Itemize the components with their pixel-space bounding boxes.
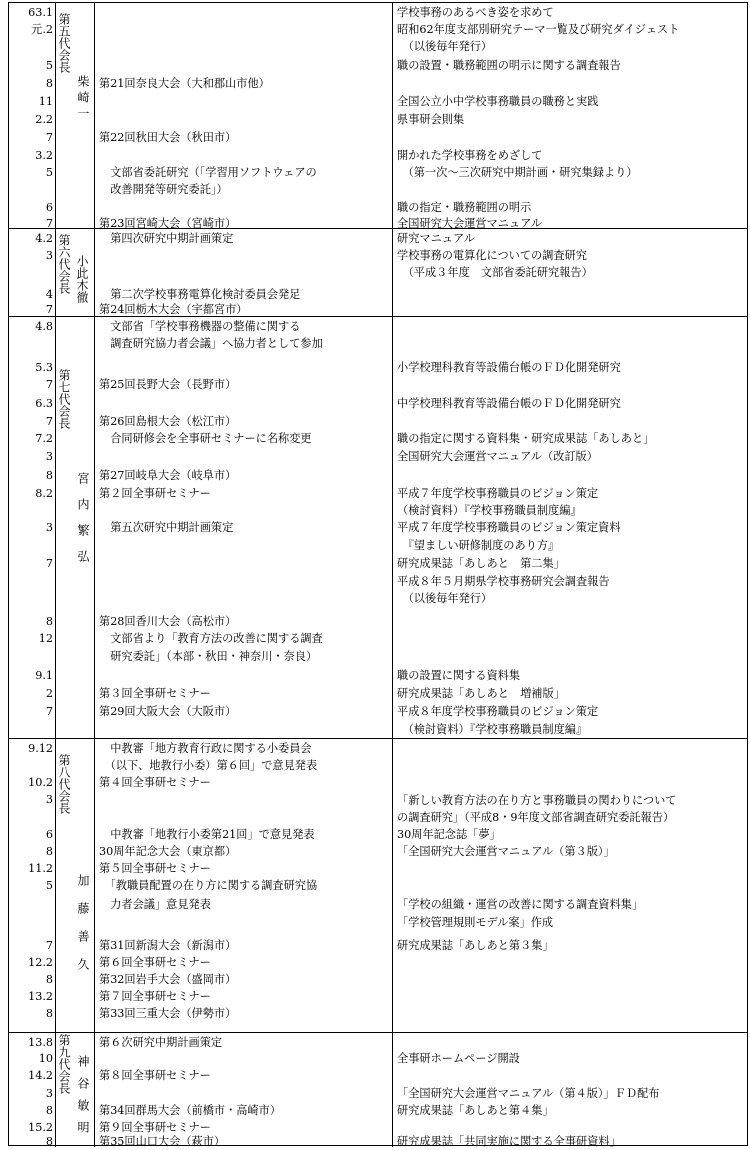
- president-term-label: 第八代会長: [57, 754, 71, 814]
- row-report: 学校事務の電算化についての調査研究: [397, 249, 587, 262]
- row-report: 学校事務のあるべき姿を求めて: [397, 6, 554, 19]
- row-date: 4.8: [35, 320, 53, 333]
- row-report: 「学校管理規則モデル案」作成: [397, 916, 554, 929]
- row-date: 63.1: [28, 6, 53, 19]
- president-term-label: 第九代会長: [57, 1034, 71, 1094]
- row-report: 研究成果誌「あしあと第３集」: [397, 939, 554, 952]
- row-event: 第35回山口大会（萩市）: [99, 1135, 226, 1148]
- row-event: 中教審「地方教育行政に関する小委員会: [99, 742, 312, 755]
- row-date: 5: [45, 59, 53, 72]
- column-divider: [392, 3, 393, 228]
- row-date: 7: [45, 415, 53, 428]
- row-report: 全国公立小中学校事務職員の職務と実践: [397, 95, 599, 108]
- row-event: 「教職員配置の在り方に関する調査研究協: [99, 879, 318, 892]
- row-date: 7: [45, 378, 53, 391]
- row-event: 中教審「地教行小委第21回」で意見発表: [99, 828, 315, 841]
- row-report: 平成８年５月期県学校事務研究会調査報告: [397, 575, 610, 588]
- row-date: 10.2: [28, 776, 53, 789]
- row-date: 元.2: [31, 23, 53, 36]
- row-event: 第９回全事研セミナー: [99, 1121, 211, 1134]
- row-report: 職の指定に関する資料集・研究成果誌「あしあと」: [397, 432, 655, 445]
- row-report: 職の設置に関する資料集: [397, 669, 521, 682]
- row-event: 第34回群馬大会（前橋市・高崎市）: [99, 1104, 282, 1117]
- row-event: 第２回全事研セミナー: [99, 487, 211, 500]
- row-event: 30周年記念大会（東京都）: [99, 845, 237, 858]
- row-date: 8: [45, 469, 53, 482]
- row-event: 文部省より「教育方法の改善に関する調査: [99, 632, 323, 645]
- column-divider: [392, 229, 393, 316]
- row-date: 6: [45, 828, 53, 841]
- row-date: 7: [45, 705, 53, 718]
- row-date: 8: [45, 845, 53, 858]
- row-report: の調査研究」（平成8・9年度文部省調査研究委託報告）: [397, 811, 675, 824]
- president-term-section: [9, 229, 747, 317]
- row-report: 研究マニュアル: [397, 232, 475, 245]
- row-date: 3: [45, 450, 53, 463]
- history-table: [8, 2, 748, 1146]
- row-report: （以後毎年発行）: [397, 592, 493, 605]
- row-date: 7: [45, 557, 53, 570]
- column-divider: [392, 317, 393, 738]
- row-date: 6: [45, 201, 53, 214]
- row-date: 15.2: [28, 1121, 53, 1134]
- row-report: 全国研究大会運営マニュアル（改訂版）: [397, 450, 598, 463]
- president-term-label: 第七代会長: [57, 369, 71, 429]
- row-date: 8: [45, 1135, 53, 1148]
- row-report: 昭和62年度支部別研究テーマ一覧及び研究ダイジェスト: [397, 23, 680, 36]
- row-date: 5: [45, 879, 53, 892]
- row-event: 第６次研究中期計画策定: [99, 1036, 223, 1049]
- row-event: 第32回岩手大会（盛岡市）: [99, 973, 237, 986]
- row-date: 8: [45, 1104, 53, 1117]
- row-event: 第３回全事研セミナー: [99, 687, 211, 700]
- row-event: 第23回宮崎大会（宮崎市）: [99, 217, 237, 230]
- row-report: 職の設置・職務範囲の明示に関する調査報告: [397, 59, 621, 72]
- row-date: 14.2: [28, 1069, 53, 1082]
- row-event: 調査研究協力者会議」へ協力者として参加: [99, 337, 323, 350]
- row-report: 「全国研究大会運営マニュアル（第３版）」: [397, 845, 615, 858]
- row-date: 9.1: [35, 669, 53, 682]
- row-event: 第22回秋田大会（秋田市）: [99, 131, 237, 144]
- row-date: 7: [45, 131, 53, 144]
- row-date: 8: [45, 973, 53, 986]
- row-report: 中学校理科教育等設備台帳のＦＤ化開発研究: [397, 397, 621, 410]
- president-term-section: [9, 3, 747, 229]
- row-date: 13.2: [28, 990, 53, 1003]
- row-date: 12: [38, 632, 53, 645]
- president-name: 宮内繁弘: [76, 472, 90, 576]
- row-report: 研究成果誌「あしあと第４集」: [397, 1104, 554, 1117]
- row-date: 8: [45, 615, 53, 628]
- row-date: 4: [45, 288, 53, 301]
- row-date: 10: [38, 1052, 53, 1065]
- row-date: 6.3: [35, 397, 53, 410]
- row-report: 職の指定・職務範囲の明示: [397, 201, 532, 214]
- president-name: 小此木徹: [75, 255, 89, 303]
- row-event: 第５回全事研セミナー: [99, 862, 211, 875]
- row-date: 2.2: [35, 113, 53, 126]
- row-date: 11: [38, 95, 53, 108]
- president-name: 神谷敏明: [76, 1055, 90, 1143]
- row-report: 研究成果誌「共同実施に関する全事研資料」: [397, 1135, 621, 1148]
- president-term-section: [9, 317, 747, 739]
- row-event: 第８回全事研セミナー: [99, 1069, 211, 1082]
- row-event: 第25回長野大会（長野市）: [99, 378, 237, 391]
- row-event: 第４回全事研セミナー: [99, 776, 211, 789]
- row-event: 第24回栃木大会（宇都宮市）: [99, 303, 248, 316]
- row-event: 第28回香川大会（高松市）: [99, 615, 237, 628]
- row-event: 第26回島根大会（松江市）: [99, 415, 237, 428]
- row-report: 『望ましい研修制度のあり方』: [397, 539, 560, 552]
- row-event: 合同研修会を全事研セミナーに名称変更: [99, 432, 312, 445]
- row-date: 12.2: [28, 956, 53, 969]
- row-report: （検討資料）『学校事務職員制度編』: [397, 504, 582, 517]
- row-report: 30周年記念誌「夢」: [397, 828, 501, 841]
- row-event: 第31回新潟大会（新潟市）: [99, 939, 237, 952]
- row-date: 3: [45, 1087, 53, 1100]
- row-event: 第21回奈良大会（大和郡山市他）: [99, 77, 270, 90]
- row-event: 第29回大阪大会（大阪市）: [99, 705, 237, 718]
- column-divider: [94, 739, 95, 1032]
- row-date: 8.2: [35, 487, 53, 500]
- row-date: 7: [45, 939, 53, 952]
- row-event: 第二次学校事務電算化検討委員会発足: [99, 288, 301, 301]
- row-report: 開かれた学校事務をめざして: [397, 149, 543, 162]
- row-event: 力者会議」意見発表: [99, 898, 211, 911]
- row-report: 平成７年度学校事務職員のビジョン策定資料: [397, 521, 621, 534]
- row-event: 文部省「学校事務機器の整備に関する: [99, 320, 301, 333]
- row-date: 2: [45, 687, 53, 700]
- row-date: 11.2: [28, 862, 53, 875]
- row-report: （平成３年度 文部省委託研究報告）: [397, 266, 593, 279]
- row-report: 「新しい教育方法の在り方と事務職員の関わりについて: [397, 794, 677, 807]
- president-term-section: [9, 1033, 747, 1147]
- president-term-section: [9, 739, 747, 1033]
- row-date: 3: [45, 249, 53, 262]
- row-date: 7.2: [35, 432, 53, 445]
- row-report: 小学校理科教育等設備台帳のＦＤ化開発研究: [397, 361, 621, 374]
- row-report: （以後毎年発行）: [397, 40, 493, 53]
- row-report: 研究成果誌「あしあと 第二集」: [397, 557, 565, 570]
- row-date: 8: [45, 77, 53, 90]
- column-divider: [94, 1033, 95, 1147]
- column-divider: [392, 1033, 393, 1147]
- row-event: 改善開発等研究委託」）: [99, 183, 228, 196]
- column-divider: [392, 739, 393, 1032]
- row-report: 平成８年度学校事務職員のビジョン策定: [397, 705, 599, 718]
- row-date: 7: [45, 303, 53, 316]
- row-event: 文部省委託研究（「学習用ソフトウェアの: [99, 166, 317, 179]
- row-report: （検討資料）『学校事務職員制度編』: [397, 723, 588, 736]
- row-report: 「全国研究大会運営マニュアル（第４版）」ＦＤ配布: [397, 1087, 660, 1100]
- row-report: 平成７年度学校事務職員のビジョン策定: [397, 487, 599, 500]
- row-event: 第四次研究中期計画策定: [99, 232, 234, 245]
- row-date: 3.2: [35, 149, 53, 162]
- row-date: 13.8: [28, 1036, 53, 1049]
- row-event: 研究委託」（本部・秋田・神奈川・奈良）: [99, 650, 318, 663]
- row-event: 第６回全事研セミナー: [99, 956, 211, 969]
- column-divider: [94, 229, 95, 316]
- row-event: 第五次研究中期計画策定: [99, 521, 234, 534]
- row-report: 県事研会則集: [397, 113, 465, 126]
- president-name: 柴崎一: [76, 75, 90, 123]
- row-event: 第33回三重大会（伊勢市）: [99, 1007, 237, 1020]
- president-term-label: 第六代会長: [57, 234, 71, 294]
- row-event: （以下、地教行小委）第６回」で意見発表: [99, 759, 318, 772]
- row-date: 5: [45, 166, 53, 179]
- row-event: 第27回岐阜大会（岐阜市）: [99, 469, 237, 482]
- row-date: 8: [45, 1007, 53, 1020]
- row-date: 5.3: [35, 361, 53, 374]
- row-report: （第一次～三次研究中期計画・研究集録より）: [397, 166, 638, 179]
- row-date: 7: [45, 217, 53, 230]
- row-report: 「学校の組織・運営の改善に関する調査資料集」: [397, 898, 644, 911]
- row-report: 研究成果誌「あしあと 増補版」: [397, 687, 565, 700]
- row-event: 第７回全事研セミナー: [99, 990, 211, 1003]
- row-date: 9.12: [28, 742, 53, 755]
- column-divider: [94, 317, 95, 738]
- row-date: 4.2: [35, 232, 53, 245]
- president-term-label: 第五代会長: [57, 13, 71, 73]
- row-date: 3: [45, 793, 53, 806]
- row-date: 3: [45, 521, 53, 534]
- row-report: 全事研ホームページ開設: [397, 1052, 520, 1065]
- row-report: 全国研究大会運営マニュアル: [397, 217, 542, 230]
- column-divider: [94, 3, 95, 228]
- president-name: 加藤善久: [76, 874, 90, 986]
